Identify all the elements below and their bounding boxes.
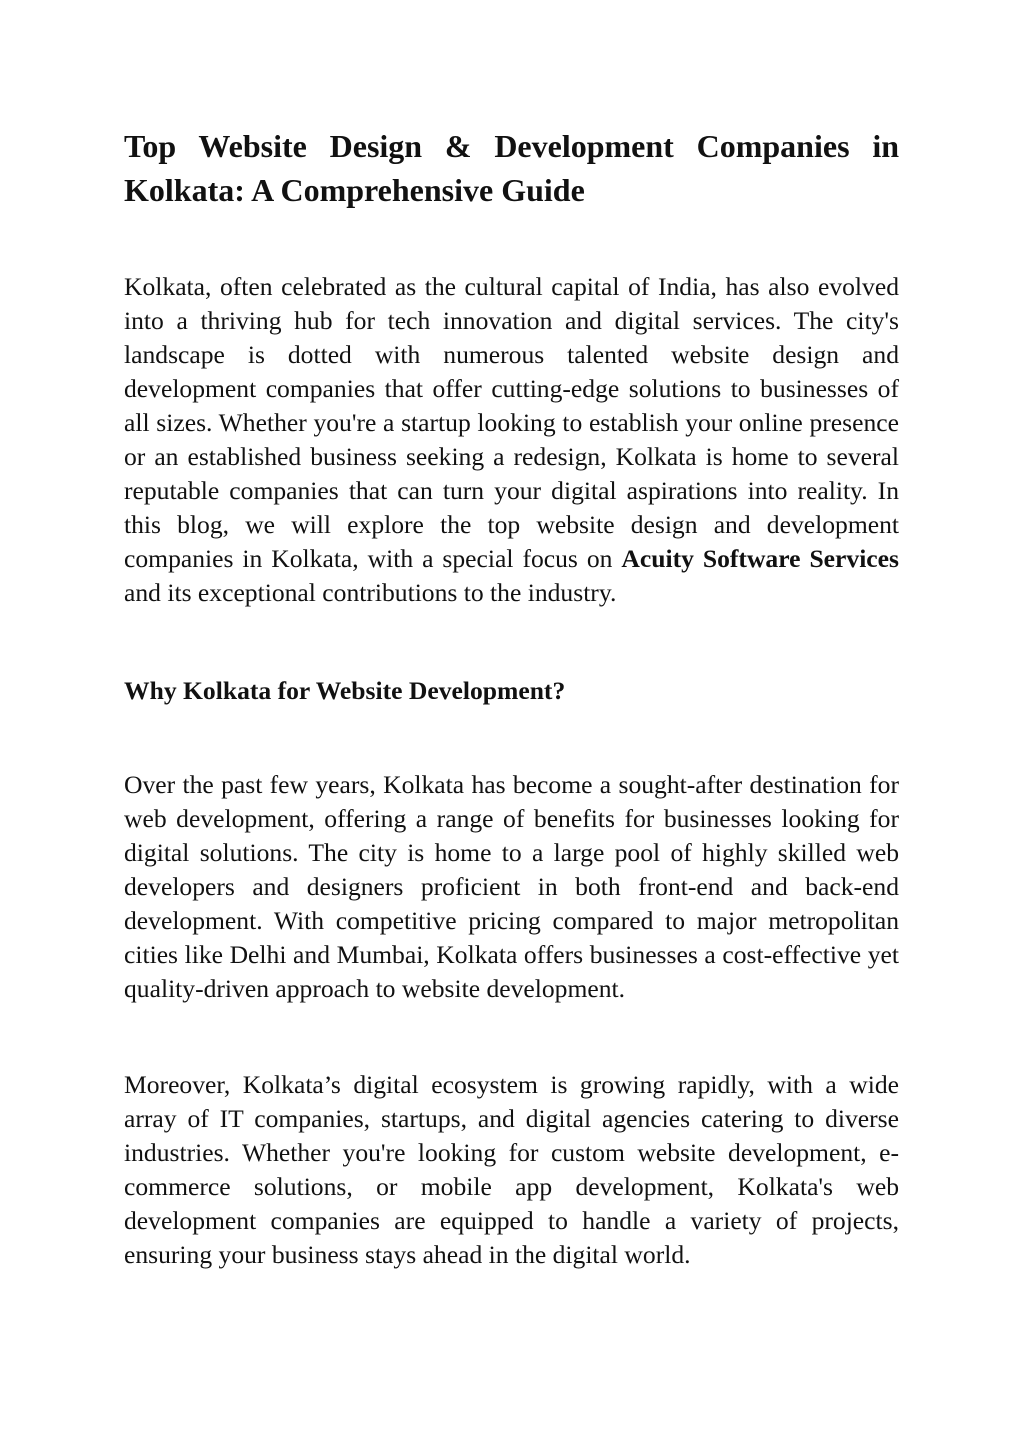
section-heading: Why Kolkata for Website Development?	[124, 676, 566, 705]
intro-text-before: Kolkata, often celebrated as the cultural capital of India, has also evolved into a thriving hub for tech innovation and digital services. The city's landscape is dotted with numerous talented website design and development companies that offer cutting-edge solutions to businesses of all sizes. Whether you're a startup looking to establish your online presence or an established business seeking a redesign, Kolkata is home to several reputable companies that can turn your digital aspirations into reality. In this blog, we will explore the top website design and development companies in Kolkata, with a special focus on	[124, 272, 899, 573]
intro-paragraph	[124, 270, 899, 610]
intro-bold-company: Acuity Software Services	[621, 544, 899, 573]
body-paragraph-2: Moreover, Kolkata’s digital ecosystem is growing rapidly, with a wide array of IT companies, startups, and digital agencies catering to diverse industries. Whether you're looking for custom website development, e-commerce solutions, or mobile app development, Kolkata's web development companies are equipped to handle a variety of projects, ensuring your business stays ahead in the digital world.	[124, 1070, 899, 1269]
intro-text-after: and its exceptional contributions to the industry.	[124, 578, 617, 607]
document-title: Top Website Design & Development Companies in Kolkata: A Comprehensive Guide	[124, 128, 899, 208]
body-paragraph-1: Over the past few years, Kolkata has become a sought-after destination for web development, offering a range of benefits for businesses looking for digital solutions. The city is home to a large pool of highly skilled web developers and designers proficient in both front-end and back-end development. With competitive pricing compared to major metropolitan cities like Delhi and Mumbai, Kolkata offers businesses a cost-effective yet quality-driven approach to website development.	[124, 770, 899, 1003]
